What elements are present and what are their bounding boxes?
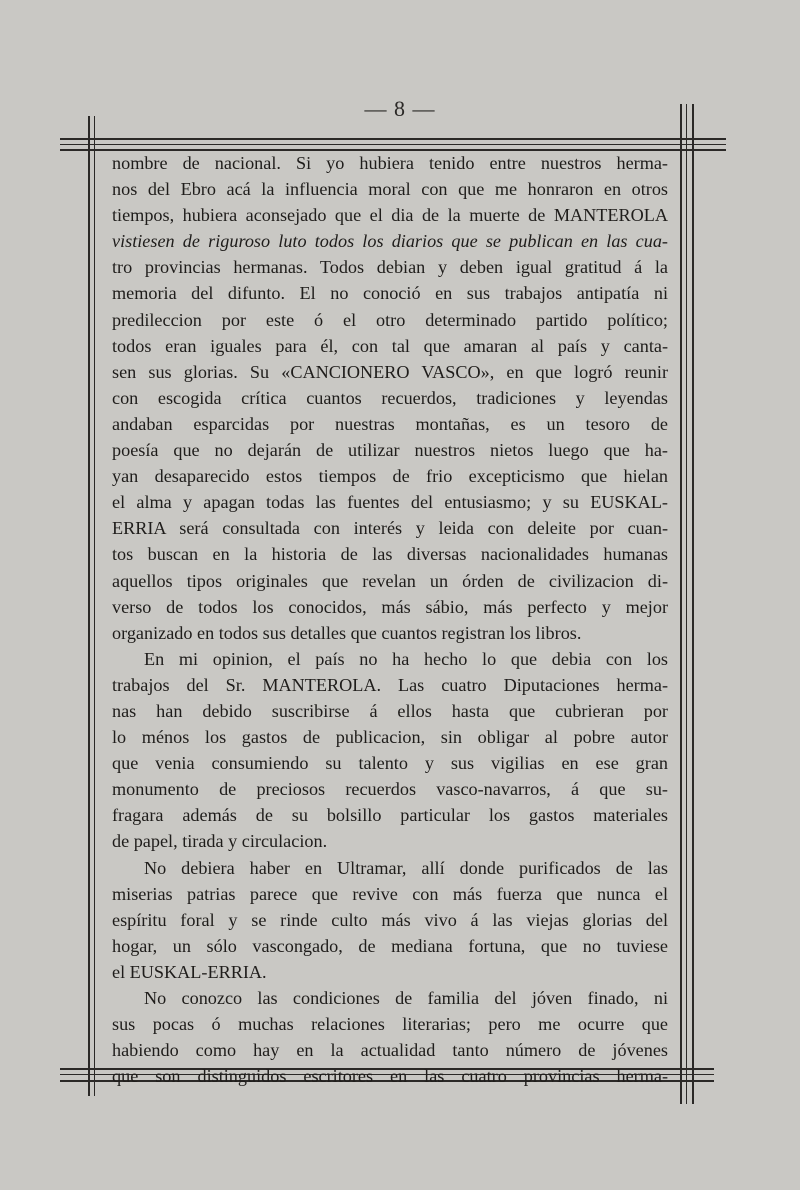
text-line: aquellos tipos originales que revelan un órden de civilizacion di- bbox=[112, 570, 668, 591]
text-line: vistiesen de riguroso luto todos los diarios que se publican en las cua- bbox=[112, 231, 668, 252]
text-line: fragara además de su bolsillo particular los gastos materiales bbox=[112, 805, 668, 826]
text-line: hogar, un sólo vascongado, de mediana fortuna, que no tuviese bbox=[112, 935, 668, 956]
text-line: verso de todos los conocidos, más sábio, más perfecto y mejor bbox=[112, 596, 668, 617]
text-line: En mi opinion, el país no ha hecho lo que debia con los bbox=[144, 648, 668, 669]
frame-right-rule bbox=[686, 104, 687, 1104]
text-line: ERRIA será consultada con interés y leida con deleite por cuan- bbox=[112, 518, 668, 539]
text-line: que venia consumiendo su talento y sus vigilias en ese gran bbox=[112, 753, 668, 774]
text-line: sen sus glorias. Su «CANCIONERO VASCO», en que logró reunir bbox=[112, 361, 668, 382]
text-line: poesía que no dejarán de utilizar nuestros nietos luego que ha- bbox=[112, 440, 668, 461]
text-line: tos buscan en la historia de las diversas nacionalidades humanas bbox=[112, 544, 668, 565]
text-line: el EUSKAL-ERRIA. bbox=[112, 961, 267, 982]
text-line: trabajos del Sr. MANTEROLA. Las cuatro Diputaciones herma- bbox=[112, 674, 668, 695]
frame-left-rule bbox=[88, 116, 90, 1096]
text-line: No conozco las condiciones de familia del jóven finado, ni bbox=[144, 988, 668, 1008]
frame-left-rule bbox=[94, 116, 95, 1096]
frame-right-rule bbox=[680, 104, 682, 1104]
text-line: No debiera haber en Ultramar, allí donde purificados de las bbox=[144, 857, 668, 878]
text-line: nos del Ebro acá la influencia moral con que me honraron en otros bbox=[112, 179, 668, 200]
text-line: nas han debido suscribirse á ellos hasta que cubrieran por bbox=[112, 700, 668, 721]
text-line: el alma y apagan todas las fuentes del entusiasmo; y su EUSKAL- bbox=[112, 492, 668, 513]
text-line: monumento de preciosos recuerdos vasco-navarros, á que su- bbox=[112, 779, 668, 800]
text-line: nombre de nacional. Si yo hubiera tenido entre nuestros herma- bbox=[112, 153, 668, 173]
text-line: memoria del difunto. El no conoció en sus trabajos antipatía ni bbox=[112, 283, 668, 304]
text-line: todos eran iguales para él, con tal que amaran al país y canta- bbox=[112, 335, 668, 356]
text-line: lo ménos los gastos de publicacion, sin obligar al pobre autor bbox=[112, 727, 668, 748]
frame-top-rule bbox=[60, 144, 726, 145]
body-text bbox=[112, 150, 668, 1089]
text-line: sus pocas ó muchas relaciones literarias; pero me ocurre que bbox=[112, 1014, 668, 1035]
page-number: — 8 — bbox=[364, 96, 436, 121]
text-line: miserias patrias parece que revive con más fuerza que nunca el bbox=[112, 883, 668, 904]
text-line: habiendo como hay en la actualidad tanto número de jóvenes bbox=[112, 1040, 668, 1061]
text-line: que son distinguidos escritores en las cuatro provincias herma- bbox=[112, 1066, 668, 1087]
text-line: organizado en todos sus detalles que cuantos registran los libros. bbox=[112, 622, 582, 643]
text-line: con escogida crítica cuantos recuerdos, tradiciones y leyendas bbox=[112, 387, 668, 408]
text-line: yan desaparecido estos tiempos de frio excepticismo que hielan bbox=[112, 466, 668, 487]
text-line: andaban esparcidas por nuestras montañas, es un tesoro de bbox=[112, 413, 668, 434]
frame-top-rule bbox=[60, 138, 726, 140]
text-line: predileccion por este ó el otro determinado partido político; bbox=[112, 309, 668, 330]
text-line: tiempos, hubiera aconsejado que el dia de la muerte de MANTEROLA bbox=[112, 205, 668, 226]
text-line: de papel, tirada y circulacion. bbox=[112, 831, 328, 852]
text-line: espíritu foral y se rinde culto más vivo á las viejas glorias del bbox=[112, 909, 668, 930]
frame-right-rule bbox=[692, 104, 694, 1104]
text-line: tro provincias hermanas. Todos debian y deben igual gratitud á la bbox=[112, 257, 668, 278]
